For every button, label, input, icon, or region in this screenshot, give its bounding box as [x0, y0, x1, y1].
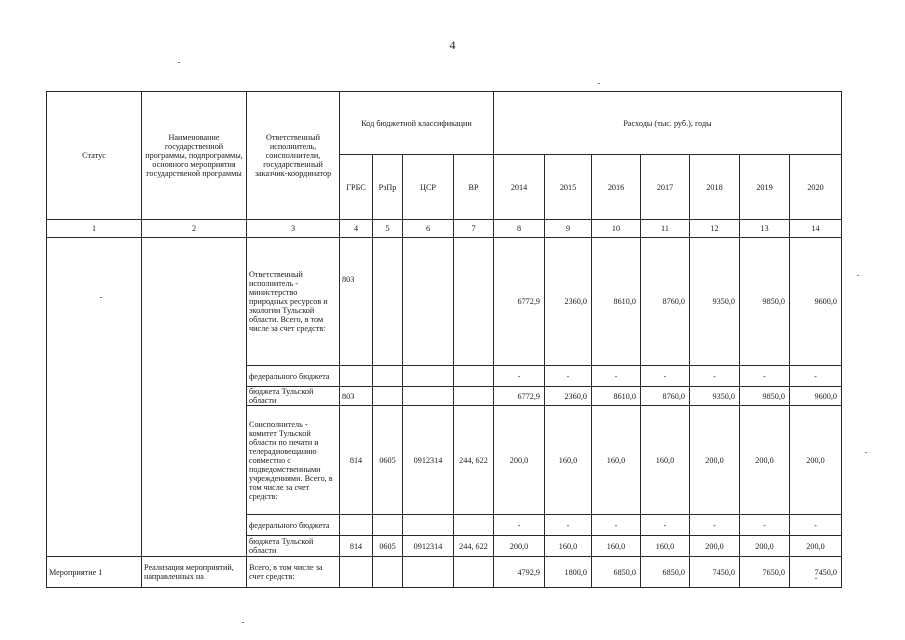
cell-grbs: 814	[340, 536, 373, 557]
cell-grbs: 803	[340, 387, 373, 406]
cell-value: 1800,0	[545, 557, 592, 588]
scan-speck	[857, 275, 859, 276]
cell-value: -	[494, 366, 545, 387]
table-row	[47, 238, 842, 366]
cell-grbs: 814	[340, 406, 373, 515]
cell-status	[47, 238, 142, 557]
header-code-rzpr: РзПр	[373, 155, 403, 220]
header-year: 2019	[740, 155, 790, 220]
scan-speck	[178, 62, 180, 63]
cell-executor: федерального бюджета	[247, 515, 340, 536]
cell-executor: бюджета Тульской области	[247, 387, 340, 406]
column-number: 2	[142, 220, 247, 238]
column-number: 1	[47, 220, 142, 238]
column-number: 7	[454, 220, 494, 238]
header-year: 2014	[494, 155, 545, 220]
column-number: 11	[641, 220, 690, 238]
cell-value: -	[740, 515, 790, 536]
cell-csr: 0912314	[403, 536, 454, 557]
cell-csr	[403, 238, 454, 366]
header-budget-code: Код бюджетной классификации	[340, 92, 494, 155]
cell-value: 7650,0	[740, 557, 790, 588]
cell-value: 160,0	[545, 406, 592, 515]
cell-value: 200,0	[790, 406, 842, 515]
scan-speck	[100, 297, 102, 298]
column-number: 9	[545, 220, 592, 238]
column-number-row	[47, 220, 842, 238]
header-expenses: Расходы (тыс. руб.), годы	[494, 92, 842, 155]
cell-value: 200,0	[494, 536, 545, 557]
cell-csr	[403, 515, 454, 536]
header-year: 2020	[790, 155, 842, 220]
cell-value: 200,0	[740, 536, 790, 557]
cell-value: 8610,0	[592, 238, 641, 366]
cell-executor: Ответственный исполнитель - министерство природных ресурсов и экологии Тульской области. Всего, в том числе за счет средств:	[247, 238, 340, 366]
cell-value: 8610,0	[592, 387, 641, 406]
cell-status: Мероприятие 1	[47, 557, 142, 588]
scan-speck	[865, 452, 867, 453]
cell-value: 8760,0	[641, 238, 690, 366]
cell-rzpr: 0605	[373, 406, 403, 515]
cell-value: 200,0	[790, 536, 842, 557]
cell-rzpr: 0605	[373, 536, 403, 557]
column-number: 4	[340, 220, 373, 238]
cell-value: 4792,9	[494, 557, 545, 588]
cell-value: -	[592, 515, 641, 536]
cell-value: 2360,0	[545, 387, 592, 406]
header-code-grbs: ГРБС	[340, 155, 373, 220]
cell-vr	[454, 366, 494, 387]
cell-value: -	[545, 515, 592, 536]
cell-grbs	[340, 557, 373, 588]
column-number: 3	[247, 220, 340, 238]
cell-value: 160,0	[592, 406, 641, 515]
cell-value: -	[545, 366, 592, 387]
cell-executor: Соисполнитель - комитет Тульской области по печати и телерадиовещанию совместно с подведомственными учреждениями. Всего, в том числе за счет средств:	[247, 406, 340, 515]
cell-value: -	[690, 366, 740, 387]
cell-value: -	[641, 366, 690, 387]
cell-vr	[454, 387, 494, 406]
cell-rzpr	[373, 366, 403, 387]
cell-value: 160,0	[641, 536, 690, 557]
cell-value: 6772,9	[494, 387, 545, 406]
column-number: 5	[373, 220, 403, 238]
cell-value: 6772,9	[494, 238, 545, 366]
table-row	[47, 557, 842, 588]
column-number: 10	[592, 220, 641, 238]
scan-speck	[242, 622, 244, 623]
column-number: 12	[690, 220, 740, 238]
cell-grbs: 803	[340, 238, 373, 366]
header-status: Статус	[47, 92, 142, 220]
scan-speck	[598, 83, 600, 84]
cell-value: 9350,0	[690, 387, 740, 406]
cell-name	[142, 238, 247, 557]
header-row-1	[47, 92, 842, 155]
cell-value: -	[790, 515, 842, 536]
cell-value: 7450,0	[790, 557, 842, 588]
cell-csr	[403, 387, 454, 406]
cell-value: 6850,0	[592, 557, 641, 588]
cell-executor: федерального бюджета	[247, 366, 340, 387]
cell-executor: Всего, в том числе за счет средств:	[247, 557, 340, 588]
cell-value: 7450,0	[690, 557, 740, 588]
header-executor: Ответственный исполнитель, соисполнители, государственный заказчик-координатор	[247, 92, 340, 220]
header-code-csr: ЦСР	[403, 155, 454, 220]
header-code-vr: ВР	[454, 155, 494, 220]
cell-value: 9350,0	[690, 238, 740, 366]
column-number: 6	[403, 220, 454, 238]
header-year: 2018	[690, 155, 740, 220]
cell-value: 160,0	[641, 406, 690, 515]
cell-vr: 244, 622	[454, 536, 494, 557]
cell-grbs	[340, 515, 373, 536]
cell-rzpr	[373, 387, 403, 406]
budget-table	[46, 91, 842, 588]
cell-csr	[403, 557, 454, 588]
cell-value: -	[790, 366, 842, 387]
cell-vr	[454, 238, 494, 366]
cell-vr: 244, 622	[454, 406, 494, 515]
cell-value: -	[690, 515, 740, 536]
cell-name: Реализация мероприятий, направленных на	[142, 557, 247, 588]
cell-value: 9850,0	[740, 387, 790, 406]
cell-vr	[454, 557, 494, 588]
scan-speck	[815, 578, 817, 579]
cell-value: 6850,0	[641, 557, 690, 588]
cell-value: 200,0	[690, 406, 740, 515]
cell-value: 200,0	[690, 536, 740, 557]
page-number: 4	[449, 38, 456, 52]
cell-rzpr	[373, 557, 403, 588]
column-number: 14	[790, 220, 842, 238]
cell-vr	[454, 515, 494, 536]
header-year: 2015	[545, 155, 592, 220]
cell-grbs	[340, 366, 373, 387]
cell-value: 200,0	[740, 406, 790, 515]
cell-value: -	[592, 366, 641, 387]
cell-rzpr	[373, 515, 403, 536]
cell-value: -	[494, 515, 545, 536]
cell-value: 160,0	[545, 536, 592, 557]
cell-value: 9850,0	[740, 238, 790, 366]
cell-value: 9600,0	[790, 238, 842, 366]
cell-csr	[403, 366, 454, 387]
header-name: Наименование государственной программы, подпрограммы, основного мероприятия государственой программы	[142, 92, 247, 220]
cell-value: -	[641, 515, 690, 536]
cell-value: 9600,0	[790, 387, 842, 406]
cell-csr: 0912314	[403, 406, 454, 515]
column-number: 13	[740, 220, 790, 238]
cell-rzpr	[373, 238, 403, 366]
cell-value: 2360,0	[545, 238, 592, 366]
cell-value: 8760,0	[641, 387, 690, 406]
cell-value: -	[740, 366, 790, 387]
cell-value: 160,0	[592, 536, 641, 557]
header-year: 2016	[592, 155, 641, 220]
column-number: 8	[494, 220, 545, 238]
header-year: 2017	[641, 155, 690, 220]
cell-executor: бюджета Тульской области	[247, 536, 340, 557]
cell-value: 200,0	[494, 406, 545, 515]
